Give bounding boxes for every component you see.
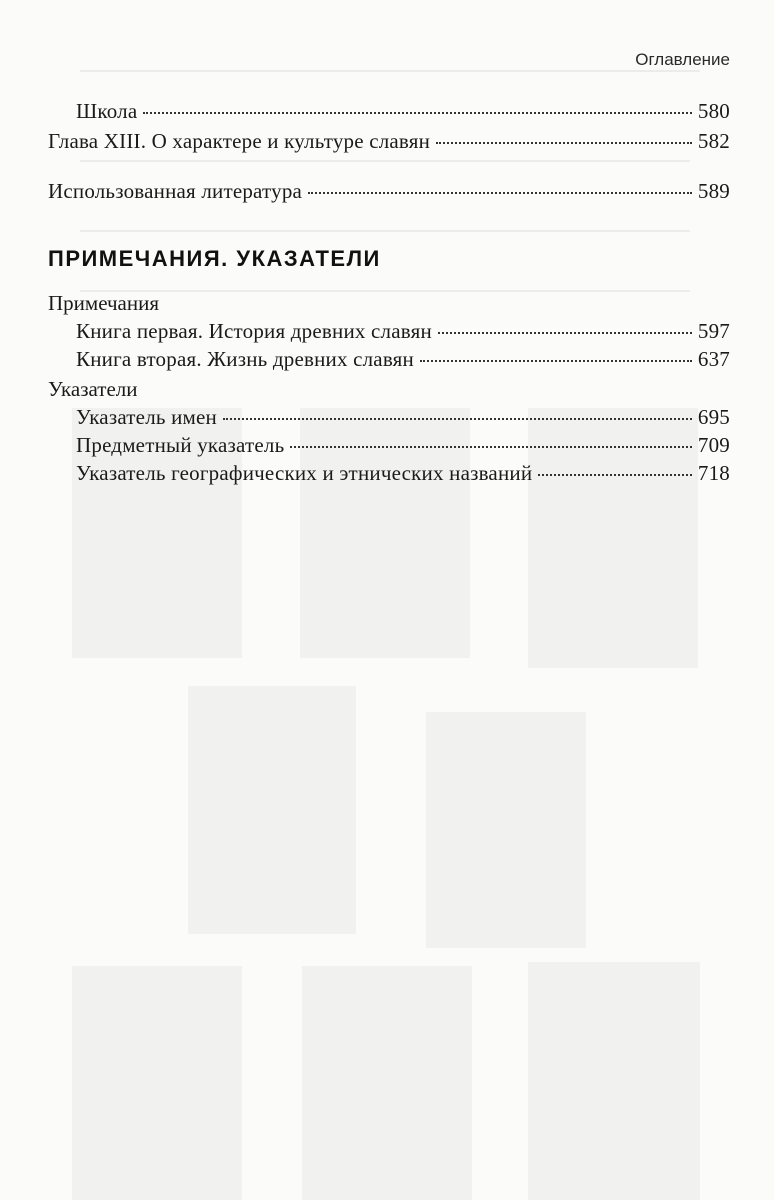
show-through-image: [528, 962, 700, 1200]
toc-entry-title: Книга первая. История древних славян: [76, 319, 432, 343]
toc-entry: [76, 432, 730, 458]
dot-leader: [223, 417, 692, 420]
toc-entry-page: 580: [697, 99, 730, 123]
notes-label: Примечания: [48, 291, 160, 315]
show-through-image: [188, 686, 356, 934]
toc-entry-page: 695: [697, 405, 730, 429]
toc-entry-title: Книга вторая. Жизнь древних славян: [76, 347, 414, 371]
dot-leader: [420, 359, 692, 362]
toc-entry: [76, 318, 730, 344]
dot-leader: [143, 111, 692, 114]
dot-leader: [290, 445, 692, 448]
show-through-image: [426, 712, 586, 948]
toc-entry-title: Использованная литература: [48, 179, 303, 203]
toc-entry-page: 582: [697, 129, 730, 153]
toc-entry-title: Указатель имен: [76, 405, 217, 429]
dot-leader: [436, 141, 692, 144]
toc-entry: [76, 404, 730, 430]
dot-leader: [438, 331, 692, 334]
indexes-label: Указатели: [48, 377, 138, 401]
toc-entry-page: 709: [697, 433, 730, 457]
toc-entry-page: 718: [697, 461, 730, 485]
toc-entry-page: 637: [697, 347, 730, 371]
toc-entry: [48, 178, 730, 204]
dot-leader: [538, 473, 692, 476]
show-through-text: [80, 160, 690, 162]
toc-entry-title: Школа: [76, 99, 138, 123]
toc-entry: [48, 128, 730, 154]
toc-entry-title: Предметный указатель: [76, 433, 285, 457]
toc-entry: [76, 98, 730, 124]
running-head: Оглавление: [635, 50, 730, 69]
toc-entry: [76, 460, 730, 486]
toc-entry-page: 589: [697, 179, 730, 203]
toc-entry-title: Глава XIII. О характере и культуре славян: [48, 129, 431, 153]
show-through-text: [80, 230, 690, 232]
toc-entry-page: 597: [697, 319, 730, 343]
show-through-image: [72, 966, 242, 1200]
show-through-image: [302, 966, 472, 1200]
toc-entry-title: Указатель географических и этнических названий: [76, 461, 533, 485]
show-through-text: [80, 70, 700, 72]
section-heading: ПРИМЕЧАНИЯ. УКАЗАТЕЛИ: [48, 246, 381, 271]
toc-entry: [76, 346, 730, 372]
show-through-text: [80, 290, 690, 292]
dot-leader: [308, 191, 692, 194]
